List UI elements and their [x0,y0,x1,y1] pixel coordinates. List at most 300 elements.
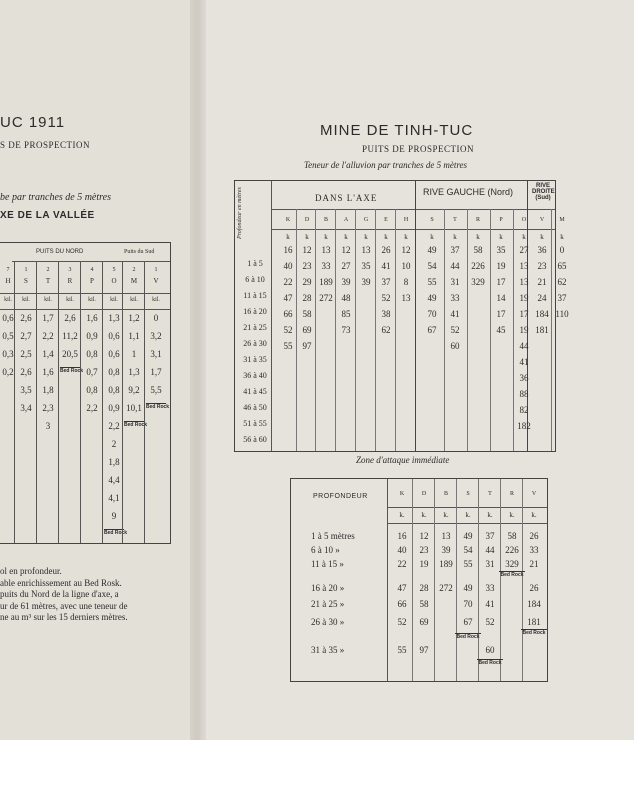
table-cell: 0,8 [108,367,120,377]
depth-label: 11 à 15 [243,291,267,300]
column-letter: B [443,491,448,497]
table-cell: 4,1 [108,493,120,503]
unit-label: k. [509,511,515,519]
table-cell: 272 [439,583,453,593]
header-letter: T [45,277,51,285]
group-label-axe: DANS L'AXE [315,193,378,203]
header-number: 5 [112,267,116,273]
table-cell: 13 [441,531,451,541]
unit-label: k [560,233,564,241]
unit-rule [387,523,547,524]
table-cell: 1,1 [128,331,140,341]
table-cell: 13 [401,293,411,303]
unit-label: k [364,233,368,241]
column-divider [434,479,435,681]
unit-label: kil. [22,297,30,303]
left-notes [0,566,128,624]
unit-label: kil. [4,297,12,303]
table-cell: 17 [496,277,506,287]
column-letter: O [521,217,527,223]
depth-label: 26 à 30 [243,339,267,348]
column-letter: V [539,217,545,223]
unit-label: k [344,233,348,241]
table-cell: 1,7 [42,313,54,323]
table-cell: 329 [505,559,519,569]
table-cell: 37 [485,531,495,541]
table-cell: 12 [419,531,429,541]
depth-label: 11 à 15 » [311,559,344,569]
table-cell: 36 [519,373,529,383]
table-cell: 0,2 [2,367,14,377]
column-letter: R [475,217,480,223]
table-cell: 0,7 [86,367,98,377]
header-number: 2 [46,267,50,273]
table-cell: 3,1 [150,349,162,359]
column-divider [355,209,356,451]
column-letter: K [399,491,405,497]
table-cell: 5,5 [150,385,162,395]
column-letter: T [453,217,457,223]
table-cell: 70 [427,309,437,319]
unit-label: kil. [88,297,96,303]
stub-header: PROFONDEUR [313,493,368,500]
table-cell: 66 [283,309,293,319]
unit-label: k [522,233,526,241]
table-cell: 62 [381,325,391,335]
table-cell: 0,6 [108,349,120,359]
bed-rock-label: Bed Rock [456,634,480,640]
table-cell: 12 [401,245,411,255]
table-cell: 45 [496,325,506,335]
depth-label: 56 à 60 [243,435,267,444]
table-cell: 19 [519,293,529,303]
left-teneur: be par tranches de 5 mètres [0,192,111,203]
group-divider [415,181,416,451]
table-cell: 3,4 [20,403,32,413]
right-subtitle: PUITS DE PROSPECTION [362,144,475,154]
unit-label: k [286,233,290,241]
left-section: XE DE LA VALLÉE [0,210,95,221]
table-cell: 184 [527,599,541,609]
unit-label: k [305,233,309,241]
depth-label: 1 à 5 [247,259,263,268]
table-cell: 10 [401,261,411,271]
depth-label: 21 à 25 [243,323,267,332]
table-cell: 33 [321,261,331,271]
table-cell: 189 [439,559,453,569]
table-cell: 226 [505,545,519,555]
column-divider [551,209,552,451]
column-divider [58,261,59,543]
table-cell: 8 [403,277,409,287]
column-divider [335,209,336,451]
table-cell: 12 [302,245,312,255]
table-cell: 1,8 [108,457,120,467]
table-cell: 23 [419,545,429,555]
column-divider [467,209,468,451]
depth-label: 16 à 20 » [311,583,345,593]
depth-label: 21 à 25 » [311,599,345,609]
table-cell: 28 [419,583,429,593]
table-cell: 40 [397,545,407,555]
table-cell: 1,2 [128,313,140,323]
unit-label: k. [399,511,405,519]
table-cell: 28 [302,293,312,303]
depth-label: 41 à 45 [243,387,267,396]
header-letter: V [153,277,159,285]
table-cell: 97 [302,341,312,351]
table-cell: 2,6 [64,313,76,323]
column-letter: D [421,491,427,497]
header-number: 2 [132,267,136,273]
table-cell: 17 [496,309,506,319]
table-cell: 41 [485,599,495,609]
table-cell: 38 [381,309,391,319]
table-cell: 49 [427,293,437,303]
table-cell: 11,2 [62,331,78,341]
column-divider [513,209,514,451]
table-cell: 47 [397,583,407,593]
column-divider [395,209,396,451]
table-cell: 26 [529,583,539,593]
table-cell: 58 [473,245,483,255]
table-cell: 58 [419,599,429,609]
table-cell: 16 [397,531,407,541]
unit-label: k [453,233,457,241]
column-letter: A [343,217,349,223]
column-letter: D [304,217,310,223]
unit-label: k. [487,511,493,519]
table-cell: 19 [519,325,529,335]
table-cell: 17 [519,309,529,319]
column-divider [102,261,103,543]
header-letter: R [67,277,73,285]
column-letter: P [499,217,503,223]
unit-label: k. [465,511,471,519]
column-letter: E [384,217,388,223]
note-line: able enrichissement au Bed Rosk. [0,577,122,588]
column-letter: G [363,217,369,223]
bed-rock-label: Bed Rock [146,404,170,410]
column-letter: S [466,491,470,497]
unit-label: k. [421,511,427,519]
table-cell: 19 [496,261,506,271]
unit-label: k [540,233,544,241]
table-cell: 189 [319,277,333,287]
table-cell: 22 [283,277,293,287]
table-cell: 14 [496,293,506,303]
table-cell: 29 [302,277,312,287]
table-cell: 19 [419,559,429,569]
depth-label: 16 à 20 [243,307,267,316]
depth-label: 26 à 30 » [311,617,345,627]
header-letter: S [24,277,28,285]
table-cell: 22 [397,559,407,569]
column-letter: R [509,491,514,497]
col-group-sud: Puits du Sud [124,249,155,255]
table-cell: 31 [485,559,495,569]
unit-label: k [430,233,434,241]
header-number: 7 [6,267,10,273]
unit-label: kil. [44,297,52,303]
column-divider [444,209,445,451]
note-line: ur de 61 mètres, avec une teneur de [0,600,128,611]
unit-label: k [384,233,388,241]
table-cell: 85 [341,309,351,319]
column-letter: B [323,217,328,223]
table-cell: 2,2 [108,421,120,431]
table-cell: 0,3 [2,349,14,359]
page-bottom-edge [0,740,634,800]
table-cell: 37 [450,245,460,255]
column-letter: K [285,217,291,223]
table-cell: 2,2 [86,403,98,413]
depth-label: 46 à 50 [243,403,267,412]
depth-label: 51 à 55 [243,419,267,428]
left-title: UC 1911 [0,114,66,131]
book-gutter [190,0,206,800]
table-cell: 49 [463,531,473,541]
table-cell: 52 [283,325,293,335]
table-cell: 13 [321,245,331,255]
table-cell: 1,6 [42,367,54,377]
table-cell: 2 [111,439,117,449]
table-cell: 1,3 [108,313,120,323]
column-divider [80,261,81,543]
table-cell: 44 [450,261,460,271]
table-cell: 49 [427,245,437,255]
right-teneur: Teneur de l'alluvion par tranches de 5 mètres [304,160,467,170]
table-cell: 2,5 [20,349,32,359]
unit-label: k [404,233,408,241]
table-cell: 67 [427,325,437,335]
table-cell: 58 [302,309,312,319]
table-cell: 21 [529,559,539,569]
table-cell: 41 [450,309,460,319]
group-label-rive-droite: RIVE DROITE (Sud) [532,183,555,201]
table-cell: 184 [535,309,549,319]
unit-label: kil. [110,297,118,303]
zone-label: Zone d'attaque immédiate [356,455,450,465]
table-cell: 0,8 [86,349,98,359]
table-cell: 33 [450,293,460,303]
table-cell: 1 [131,349,137,359]
table-cell: 329 [471,277,485,287]
note-line: ne au m³ sur les 15 derniers mètres. [0,612,128,622]
table-cell: 0,5 [2,331,14,341]
table-cell: 23 [302,261,312,271]
column-divider [375,209,376,451]
table-cell: 69 [302,325,312,335]
column-divider [522,479,523,681]
header-rule [387,507,547,508]
column-divider [296,209,297,451]
table-cell: 41 [381,261,391,271]
column-divider [14,261,15,543]
table-cell: 33 [485,583,495,593]
column-letter: T [488,491,492,497]
table-cell: 62 [557,277,567,287]
table-cell: 33 [529,545,539,555]
header-number: 3 [68,267,72,273]
header-letter: O [111,277,117,285]
table-cell: 12 [341,245,351,255]
table-cell: 44 [485,545,495,555]
table-cell: 58 [507,531,517,541]
table-cell: 2,6 [20,367,32,377]
table-cell: 31 [450,277,460,287]
table-cell: 39 [341,277,351,287]
table-cell: 26 [529,531,539,541]
bed-rock-label: Bed Rock [124,422,148,428]
table-cell: 60 [485,645,495,655]
stub-divider [387,479,388,681]
table-cell: 0,8 [86,385,98,395]
col-group-nord: PUITS DU NORD [36,249,84,255]
column-divider [500,479,501,681]
table-cell: 9 [111,511,117,521]
table-cell: 1,3 [128,367,140,377]
column-divider [144,261,145,543]
stub-header: Profondeur en mètres [237,187,243,239]
table-cell: 37 [381,277,391,287]
table-cell: 69 [419,617,429,627]
table-cell: 52 [381,293,391,303]
unit-label: k [476,233,480,241]
bed-rock-label: Bed Rock [60,368,84,374]
table-cell: 97 [419,645,429,655]
table-cell: 67 [463,617,473,627]
table-cell: 54 [427,261,437,271]
column-divider [36,261,37,543]
table-cell: 24 [537,293,547,303]
table-cell: 47 [283,293,293,303]
note-line: ol en profondeur. [0,566,62,576]
table-cell: 1,8 [42,385,54,395]
stub-divider [271,181,272,451]
table-cell: 0,6 [2,313,14,323]
table-cell: 13 [361,245,371,255]
depth-label: 31 à 35 [243,355,267,364]
table-cell: 2,3 [42,403,54,413]
table-cell: 2,2 [42,331,54,341]
table-cell: 181 [535,325,549,335]
table-cell: 36 [537,245,547,255]
depth-label: 6 à 10 » [311,545,340,555]
column-divider [122,261,123,543]
unit-label: k. [531,511,537,519]
header-letter: M [130,277,138,285]
table-cell: 2,6 [20,313,32,323]
table-cell: 2,7 [20,331,32,341]
left-table [0,242,171,544]
table-cell: 23 [537,261,547,271]
table-cell: 52 [450,325,460,335]
header-number: 4 [90,267,94,273]
table-cell: 27 [519,245,529,255]
header-letter: H [5,277,11,285]
unit-label: k [324,233,328,241]
header-letter: P [90,277,94,285]
group-label-rive-gauche: RIVE GAUCHE (Nord) [423,187,514,197]
table-cell: 1,6 [86,313,98,323]
unit-label: kil. [66,297,74,303]
table-cell: 3,5 [20,385,32,395]
table-cell: 1,4 [42,349,54,359]
column-divider [456,479,457,681]
table-cell: 0,8 [108,385,120,395]
unit-label: kil. [152,297,160,303]
table-cell: 49 [463,583,473,593]
table-cell: 55 [397,645,407,655]
left-subtitle: S DE PROSPECTION [0,140,91,150]
table-cell: 0,9 [108,403,120,413]
table-cell: 110 [555,309,569,319]
depth-label: 36 à 40 [243,371,267,380]
column-divider [490,209,491,451]
table-cell: 35 [496,245,506,255]
table-cell: 55 [427,277,437,287]
table-cell: 41 [519,357,529,367]
table-cell: 9,2 [128,385,140,395]
table-cell: 10,1 [126,403,142,413]
table-cell: 3,2 [150,331,162,341]
bed-rock-label: Bed Rock [104,530,128,536]
right-title: MINE DE TINH-TUC [320,122,474,139]
table-cell: 52 [485,617,495,627]
table-cell: 3 [45,421,51,431]
table-cell: 16 [283,245,293,255]
main-table [234,180,569,452]
zone-table [290,478,548,682]
table-cell: 21 [537,277,547,287]
table-cell: 40 [283,261,293,271]
header-number: 1 [154,267,158,273]
header-number: 1 [24,267,28,273]
unit-label: k. [443,511,449,519]
bed-rock-label: Bed Rock [500,572,524,578]
table-cell: 37 [557,293,567,303]
table-cell: 20,5 [62,349,78,359]
table-cell: 226 [471,261,485,271]
column-letter: V [531,491,537,497]
table-cell: 182 [517,421,531,431]
table-cell: 44 [519,341,529,351]
table-cell: 54 [463,545,473,555]
table-cell: 0,6 [108,331,120,341]
table-cell: 1,7 [150,367,162,377]
column-letter: M [559,217,565,223]
table-cell: 39 [361,277,371,287]
table-cell: 0 [153,313,159,323]
column-letter: S [430,217,434,223]
depth-label: 1 à 5 mètres [311,531,355,541]
column-letter: H [403,217,409,223]
bed-rock-label: Bed Rock [522,630,546,636]
table-cell: 52 [397,617,407,627]
table-cell: 82 [519,405,529,415]
table-cell: 181 [527,617,541,627]
table-cell: 272 [319,293,333,303]
table-cell: 70 [463,599,473,609]
table-cell: 27 [341,261,351,271]
table-cell: 73 [341,325,351,335]
table-cell: 55 [463,559,473,569]
unit-label: kil. [130,297,138,303]
table-cell: 60 [450,341,460,351]
table-cell: 0 [559,245,565,255]
table-cell: 88 [519,389,529,399]
